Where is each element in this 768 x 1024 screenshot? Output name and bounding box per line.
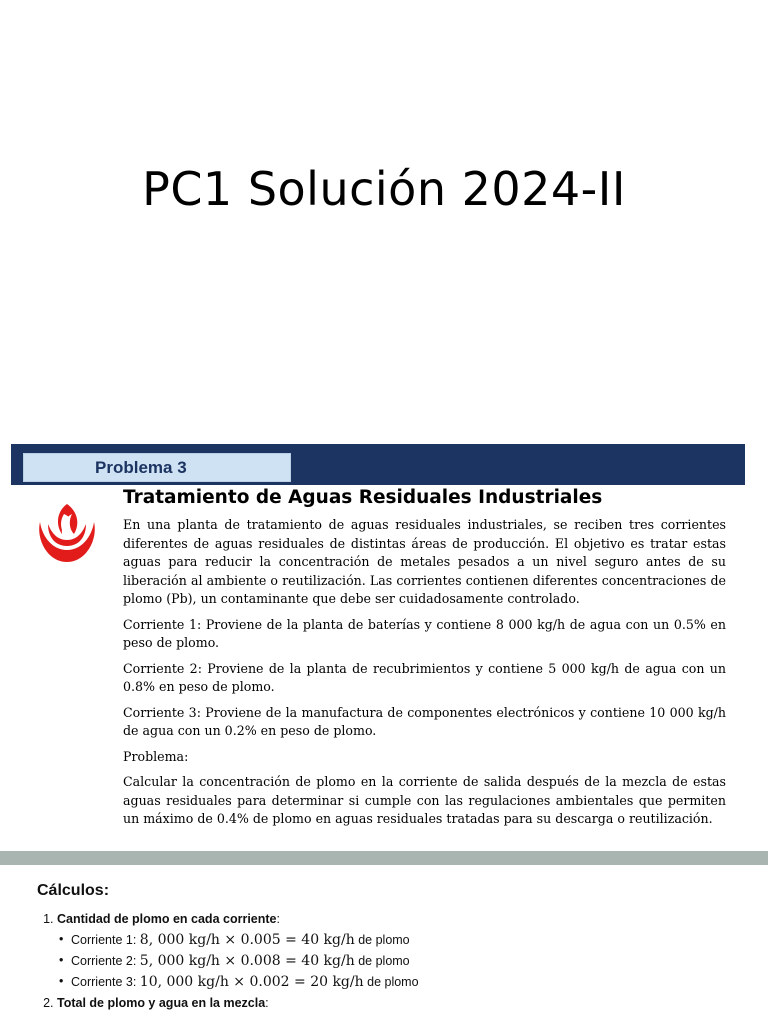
slide-title: PC1 Solución 2024-II	[142, 162, 626, 216]
list-item: • Corriente 2: 5, 000 kg/h × 0.008 = 40 kg/h de plomo	[71, 953, 757, 969]
list-item: • Corriente 3: 10, 000 kg/h × 0.002 = 20 kg/h de plomo	[71, 974, 757, 990]
paragraph: Corriente 1: Proviene de la planta de baterías y contiene 8 000 kg/h de agua con un 0.5% en peso de plomo.	[123, 616, 726, 650]
stream-list	[57, 932, 757, 990]
problem-label: Problema 3	[23, 453, 291, 482]
list-item: 1. Cantidad de plomo en cada corriente: • Corriente 1: 8, 000 kg/h × 0.005 = 40 kg/h de plomo • Corriente 2: 5, 000 kg/h × 0.008 = 40 kg/h de plomo • Corriente 3: 10, 000 kg/h × 0.002 = 20 kg/h de plomo	[57, 912, 757, 990]
problem-statement	[123, 516, 726, 836]
equation: 5, 000 kg/h × 0.008 = 40 kg/h	[139, 953, 355, 969]
section-divider	[0, 851, 768, 865]
upc-flame-logo-icon	[34, 500, 100, 566]
list-item: • Corriente 1: 8, 000 kg/h × 0.005 = 40 kg/h de plomo	[71, 932, 757, 948]
step-label: Cantidad de plomo en cada corriente	[57, 912, 277, 926]
calculation-steps	[37, 912, 757, 1010]
paragraph: En una planta de tratamiento de aguas residuales industriales, se reciben tres corrientes diferentes de aguas residuales de distintas áreas de producción. El objetivo es tratar estas aguas para reducir la concentración de metales pesados a un nivel seguro antes de su liberación al ambiente o reutilización. Las corrientes contienen diferentes concentraciones de plomo (Pb), un contaminante que debe ser cuidadosamente controlado.	[123, 517, 726, 606]
problem-heading: Tratamiento de Aguas Residuales Industriales	[123, 487, 603, 508]
equation: 8, 000 kg/h × 0.005 = 40 kg/h	[139, 932, 355, 948]
list-item: 2. Total de plomo y agua en la mezcla:	[57, 996, 757, 1010]
calculations-section	[37, 882, 757, 1016]
step-label: Total de plomo y agua en la mezcla	[57, 996, 266, 1010]
calculations-title: Cálculos:	[37, 882, 110, 899]
paragraph: Corriente 2: Proviene de la planta de recubrimientos y contiene 5 000 kg/h de agua con un 0.8% en peso de plomo.	[123, 660, 726, 694]
paragraph: Corriente 3: Proviene de la manufactura de componentes electrónicos y contiene 10 000 kg/h de agua con un 0.2% en peso de plomo.	[123, 704, 726, 738]
paragraph: Problema:	[123, 748, 189, 764]
paragraph: Calcular la concentración de plomo en la corriente de salida después de la mezcla de estas aguas residuales para determinar si cumple con las regulaciones ambientales que permiten un máximo de 0.4% de plomo en aguas residuales tratadas para su descarga o reutilización.	[123, 774, 726, 826]
equation: 10, 000 kg/h × 0.002 = 20 kg/h	[139, 974, 364, 990]
